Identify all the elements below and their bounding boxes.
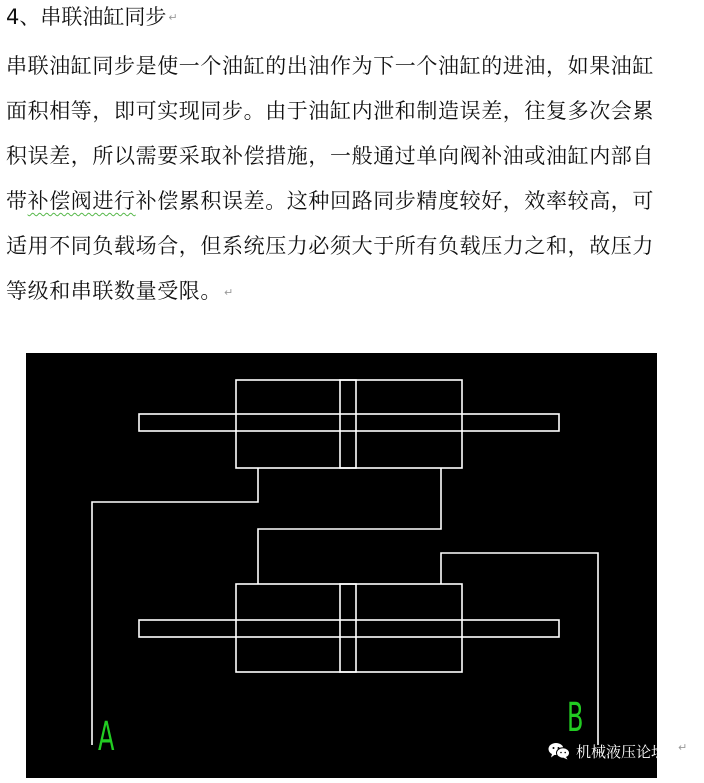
upper-cylinder-rod: [139, 414, 559, 431]
paragraph-mark: ↵: [678, 741, 688, 754]
paragraph-line: 面积相等，即可实现同步。由于油缸内泄和制造误差，往复多次会累: [6, 99, 654, 123]
section-heading-text: 4、串联油缸同步: [6, 5, 167, 29]
line-series-link: [258, 468, 441, 584]
upper-cylinder-barrel: [236, 380, 462, 468]
paragraph-line: 串联油缸同步是使一个油缸的出油作为下一个油缸的进油，如果油缸: [6, 54, 654, 78]
body-paragraph: [6, 44, 700, 315]
upper-cylinder-piston: [340, 380, 356, 468]
paragraph-line: [6, 179, 700, 224]
line-port-a: [92, 468, 258, 745]
lower-cylinder-piston: [340, 584, 356, 672]
section-heading: [6, 2, 178, 33]
paragraph-line: 适用不同负载场合，但系统压力必须大于所有负载压力之和，故压力: [6, 234, 654, 258]
paragraph-line-start: 带: [6, 189, 28, 213]
paragraph-mark: ↵: [224, 285, 234, 299]
watermark: [548, 738, 666, 764]
wechat-icon: [548, 742, 570, 760]
paragraph-line-text: 等级和串联数量受限。: [6, 279, 222, 303]
watermark-text: 机械液压论坛: [576, 742, 667, 761]
hydraulic-circuit-diagram: [26, 353, 657, 778]
paragraph-line: [6, 269, 700, 315]
paragraph-mark: ↵: [168, 11, 178, 24]
paragraph-line-rest: 补偿累积误差。这种回路同步精度较好，效率较高，可: [135, 189, 655, 213]
circuit-drawing: [26, 353, 657, 778]
lower-cylinder-barrel: [236, 584, 462, 672]
paragraph-line: 积误差，所以需要采取补偿措施，一般通过单向阀补油或油缸内部自: [6, 144, 654, 168]
lower-cylinder-rod: [139, 620, 559, 637]
spellcheck-underlined-text: 补偿阀进行: [27, 189, 136, 213]
port-b-label: B: [567, 693, 584, 741]
port-a-label: A: [98, 712, 115, 760]
